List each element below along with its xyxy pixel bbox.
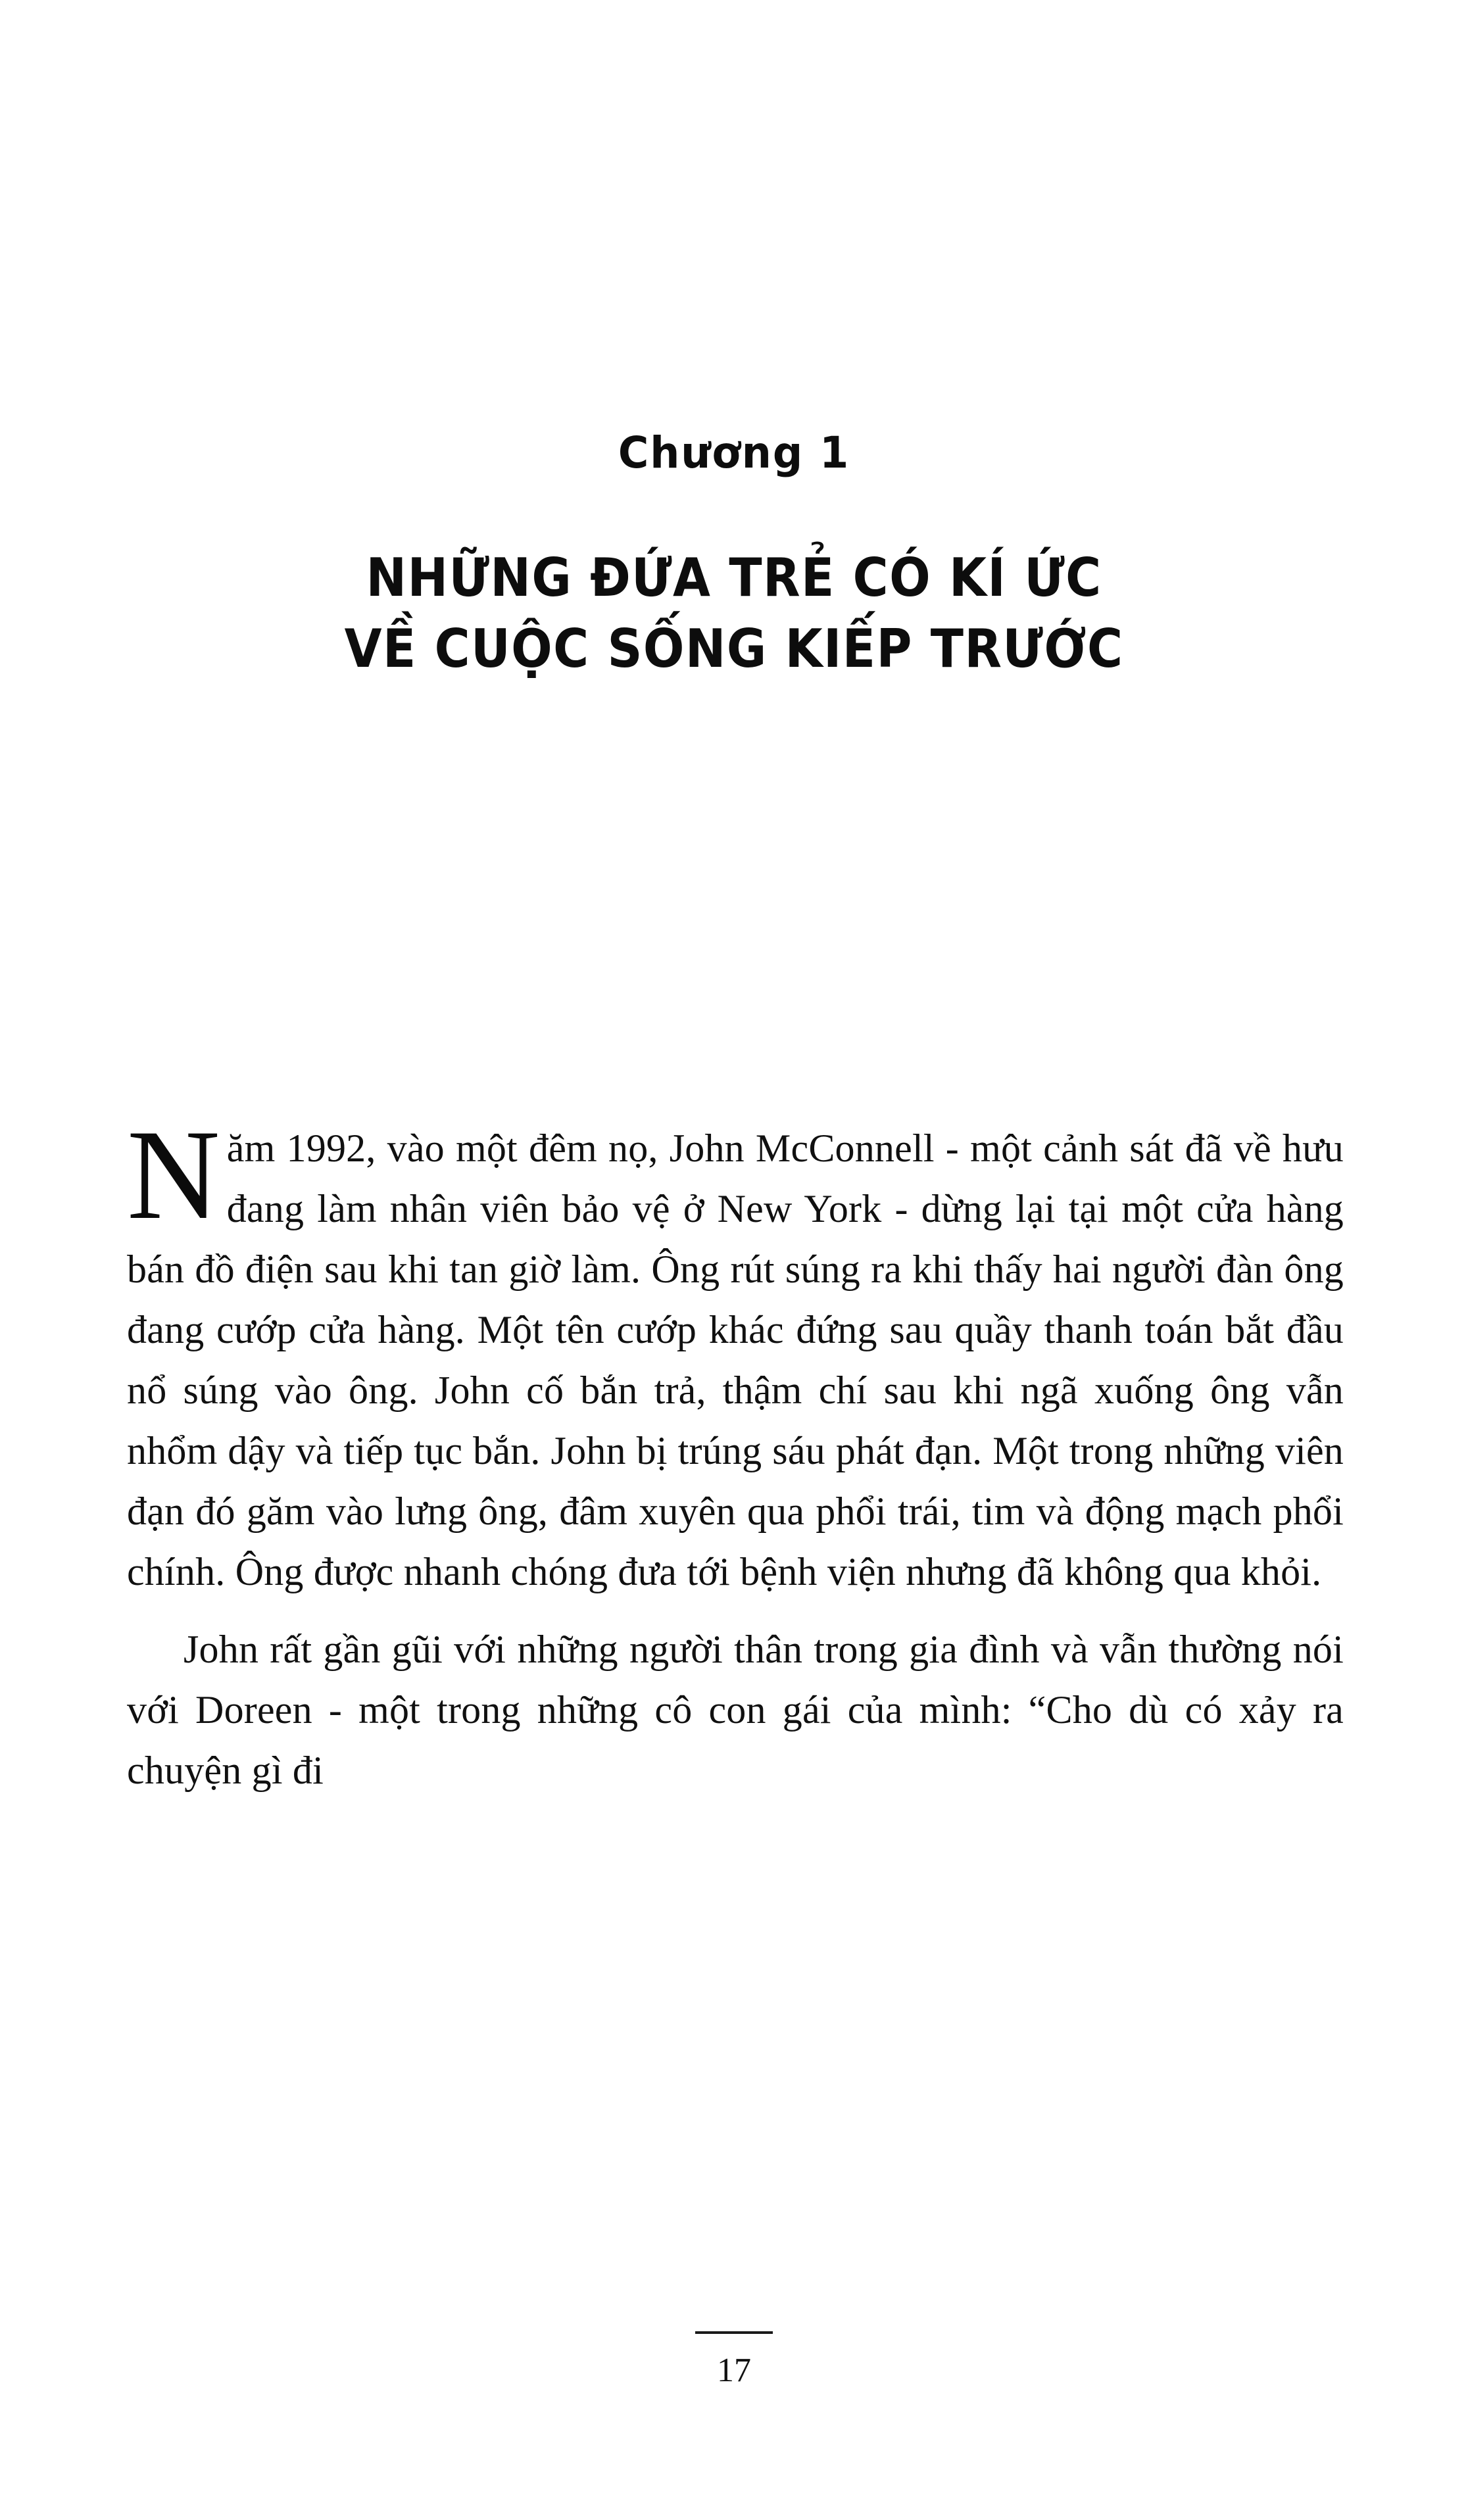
page-footer xyxy=(0,2331,1468,2390)
chapter-title xyxy=(59,543,1409,685)
footer-divider xyxy=(695,2331,773,2334)
body-text xyxy=(127,1103,1344,1801)
page-number: 17 xyxy=(717,2352,751,2389)
chapter-number: Chương 1 xyxy=(618,427,850,478)
chapter-heading xyxy=(0,427,1468,685)
chapter-title-line-2: VỀ CUỘC SỐNG KIẾP TRƯỚC xyxy=(344,618,1124,679)
chapter-title-line-1: NHỮNG ĐỨA TRẺ CÓ KÍ ỨC xyxy=(366,547,1102,608)
drop-cap: N xyxy=(127,1103,220,1246)
paragraph-text: ăm 1992, vào một đêm nọ, John McConnell - một cảnh sát đã về hưu đang làm nhân viên bảo vệ ở New York - dừng lại tại một cửa hàng bán đồ điện sau khi tan giờ làm. Ông rút súng ra khi thấy hai người đàn ông đang cướp cửa hàng. Một tên cướp khác đứng sau quầy thanh toán bắt đầu nổ súng vào ông. John cố bắn trả, thậm chí sau khi ngã xuống ông vẫn nhổm dậy và tiếp tục bắn. John bị trúng sáu phát đạn. Một trong những viên đạn đó găm vào lưng ông, đâm xuyên qua phổi trái, tim và động mạch phổi chính. Ông được nhanh chóng đưa tới bệnh viện nhưng đã không qua khỏi. xyxy=(127,1127,1344,1593)
paragraph xyxy=(127,1619,1344,1801)
paragraph xyxy=(127,1103,1344,1602)
paragraph-text: John rất gần gũi với những người thân trong gia đình và vẫn thường nói với Doreen - một trong những cô con gái của mình: “Cho dù có xảy ra chuyện gì đi xyxy=(127,1628,1344,1792)
